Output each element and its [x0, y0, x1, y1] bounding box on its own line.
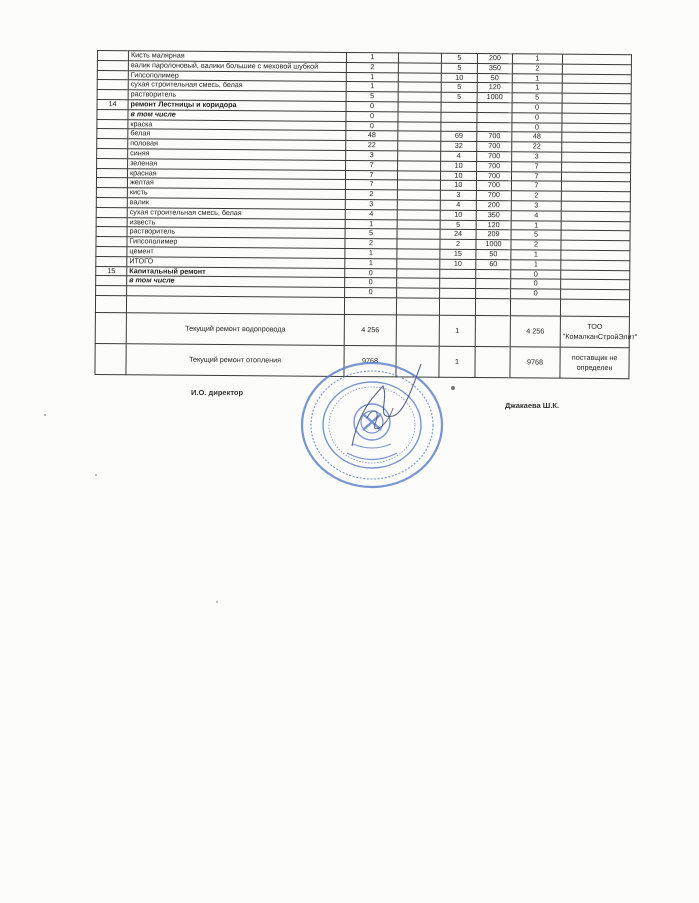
empty-cell — [397, 288, 440, 298]
cell-num — [96, 207, 127, 217]
signature-left-title: И.О. директор — [191, 388, 244, 397]
cell-total: 2 — [511, 191, 561, 201]
cell-price: 209 — [476, 230, 511, 240]
cell-q2: 10 — [440, 210, 476, 220]
cell-note — [562, 113, 631, 123]
cell-num — [96, 178, 127, 188]
cell-note — [561, 279, 630, 289]
empty-cell — [398, 121, 441, 131]
cell-total: 4 — [511, 211, 561, 221]
empty-cell — [397, 249, 440, 259]
cell-total: 5 — [511, 230, 561, 240]
cell-price: 700 — [476, 181, 511, 191]
cell-price: 1000 — [477, 93, 512, 103]
empty-cell — [397, 200, 440, 210]
cell-total: 22 — [512, 142, 562, 152]
cell-price: 120 — [477, 83, 512, 93]
cell-q2: 15 — [440, 249, 476, 259]
cell-note — [561, 230, 630, 240]
cell-price: 700 — [477, 161, 512, 171]
cell-note — [562, 152, 631, 162]
cell-note — [561, 250, 630, 260]
cell-q2: 69 — [441, 132, 477, 142]
empty-cell — [398, 102, 441, 112]
empty-cell — [397, 219, 440, 229]
cell-qty: 3 — [345, 199, 397, 209]
cell-name: растворитель — [128, 90, 346, 102]
cell-total: 1 — [512, 83, 562, 93]
cell-note — [562, 64, 631, 74]
cell-note — [562, 162, 631, 172]
cell-note — [561, 240, 630, 250]
cell-price: 700 — [477, 142, 512, 152]
official-seal — [297, 358, 447, 492]
cell-name: белая — [128, 129, 346, 141]
cell-price — [477, 102, 512, 112]
cell-q2: 32 — [441, 141, 477, 151]
cell-total: 7 — [511, 171, 561, 181]
cell-q2: 10 — [440, 259, 476, 269]
heating-repair-count: 1 — [439, 346, 475, 377]
cell-num — [96, 217, 127, 227]
cell-q2: 3 — [440, 190, 476, 200]
cell-note — [562, 84, 631, 94]
cell-note — [561, 201, 630, 211]
cell-num — [96, 188, 127, 198]
empty-cell — [397, 268, 440, 278]
cell-price — [476, 269, 511, 279]
cell-note — [561, 270, 630, 280]
heating-repair-total: 9768 — [510, 347, 560, 378]
cell-qty: 5 — [345, 229, 397, 239]
cell-price: 700 — [476, 191, 511, 201]
cell-note — [561, 260, 630, 270]
cell-q2: 4 — [441, 151, 477, 161]
cell-total: 3 — [512, 152, 562, 162]
cell-num — [97, 80, 128, 90]
empty-cell — [397, 278, 440, 288]
cell-qty: 3 — [346, 150, 398, 160]
cell-price: 700 — [477, 151, 512, 161]
cell-q2: 24 — [440, 230, 476, 240]
cell-name: валик паролоновый, валики большие с меховой шубкой — [128, 61, 346, 73]
cell-total: 2 — [511, 240, 561, 250]
cell-note — [561, 191, 630, 201]
cell-q2 — [441, 102, 477, 112]
cell-name: в том числе — [128, 110, 346, 122]
cell-qty: 1 — [346, 82, 398, 92]
cell-name: в том числе — [127, 276, 345, 288]
ink-dot — [451, 386, 455, 390]
cell-q2: 5 — [441, 63, 477, 73]
cell-name: Гипсополимер — [127, 237, 345, 249]
cell-qty: 2 — [345, 190, 397, 200]
cell-qty: 5 — [346, 92, 398, 102]
cell-total: 0 — [511, 279, 561, 289]
table-body — [96, 51, 632, 300]
cell-note — [561, 182, 630, 192]
cell-qty: 7 — [345, 180, 397, 190]
cell-price — [476, 279, 511, 289]
cell-name: красная — [127, 168, 345, 180]
cell-num — [97, 51, 128, 61]
cell-note — [561, 289, 630, 299]
cell-total: 0 — [512, 122, 562, 132]
cell-qty: 0 — [346, 121, 398, 131]
cell-total: 1 — [512, 54, 562, 64]
cell-qty: 4 — [345, 209, 397, 219]
heating-repair-name: Текущий ремонт отопления — [126, 344, 344, 377]
water-repair-qty: 4 256 — [344, 314, 396, 345]
cell-num — [96, 227, 127, 237]
cell-qty: 7 — [346, 160, 398, 170]
cell-q2: 5 — [441, 92, 477, 102]
cell-total: 7 — [511, 181, 561, 191]
cell-price — [476, 289, 511, 299]
cell-name: желтая — [127, 178, 345, 190]
cell-price: 200 — [476, 200, 511, 210]
cell-name: известь — [127, 217, 345, 229]
speck — [95, 474, 97, 476]
cell-num — [97, 139, 128, 149]
cell-note — [561, 172, 630, 182]
cell-num: 14 — [97, 99, 128, 109]
cell-name: Капитальный ремонт — [127, 266, 345, 278]
cell-total: 1 — [511, 220, 561, 230]
water-repair-name: Текущий ремонт водопровода — [126, 313, 344, 346]
cell-note — [562, 54, 631, 64]
cell-total: 48 — [512, 132, 562, 142]
cell-num — [97, 129, 128, 139]
cell-q2 — [440, 269, 476, 279]
empty-cell — [398, 151, 441, 161]
cell-num — [96, 286, 127, 296]
cell-q2: 2 — [440, 239, 476, 249]
cell-price: 350 — [476, 210, 511, 220]
empty-cell — [397, 190, 440, 200]
cell-qty: 0 — [345, 268, 397, 278]
cell-qty: 2 — [346, 62, 398, 72]
cell-note — [562, 133, 631, 143]
speck — [216, 601, 218, 603]
cell-name: зеленая — [128, 159, 346, 171]
cell-num — [96, 246, 127, 256]
cell-num: 15 — [96, 266, 127, 276]
cell-num — [97, 119, 128, 129]
water-repair-count: 1 — [439, 315, 475, 346]
cell-qty: 22 — [346, 141, 398, 151]
cell-name: Кисть малярная — [128, 51, 346, 63]
cell-price: 700 — [477, 132, 512, 142]
empty-cell — [398, 53, 441, 63]
cell-price: 50 — [476, 249, 511, 259]
cell-num — [96, 197, 127, 207]
cell-name: растворитель — [127, 227, 345, 239]
cell-num — [96, 168, 127, 178]
cell-q2: 10 — [440, 181, 476, 191]
cell-qty: 0 — [345, 288, 397, 298]
cell-num — [96, 276, 127, 286]
empty-cell — [397, 170, 440, 180]
cell-q2: 10 — [440, 171, 476, 181]
cell-name: кисть — [127, 188, 345, 200]
cell-q2: 5 — [440, 220, 476, 230]
empty-cell — [398, 82, 441, 92]
heating-repair-note: поставщик не определен — [560, 347, 629, 379]
cell-qty: 48 — [346, 131, 398, 141]
cell-total: 2 — [512, 64, 562, 74]
cell-num — [97, 148, 128, 158]
cell-total: 5 — [512, 93, 562, 103]
empty-cell — [397, 229, 440, 239]
cell-total: 0 — [512, 113, 562, 123]
cell-name: валик — [127, 198, 345, 210]
cell-qty: 0 — [346, 111, 398, 121]
cell-num — [97, 158, 128, 168]
cell-price: 350 — [477, 63, 512, 73]
cell-note — [562, 142, 631, 152]
empty-cell — [398, 63, 441, 73]
cell-price — [477, 112, 512, 122]
cell-name: половая — [128, 139, 346, 151]
empty-cell — [398, 92, 441, 102]
cell-total: 0 — [512, 103, 562, 113]
cell-price: 50 — [477, 73, 512, 83]
cell-price: 60 — [476, 259, 511, 269]
cell-note — [562, 93, 631, 103]
cell-total: 1 — [511, 250, 561, 260]
cell-qty: 1 — [345, 248, 397, 258]
cell-note — [562, 103, 631, 113]
empty-cell — [398, 72, 441, 82]
cell-qty: 0 — [346, 101, 398, 111]
cell-num — [97, 70, 128, 80]
empty-cell — [398, 131, 441, 141]
cell-qty: 0 — [345, 278, 397, 288]
cell-name: краска — [128, 119, 346, 131]
cell-total: 1 — [511, 259, 561, 269]
empty-cell — [398, 161, 441, 171]
cell-name: синяя — [128, 149, 346, 161]
cell-price: 120 — [476, 220, 511, 230]
cell-q2: 5 — [441, 53, 477, 63]
cell-num — [97, 60, 128, 70]
cell-q2 — [440, 288, 476, 298]
empty-cell — [397, 180, 440, 190]
budget-table-sheet — [94, 50, 638, 379]
cell-num — [96, 237, 127, 247]
cell-q2: 10 — [441, 161, 477, 171]
cell-qty: 1 — [346, 72, 398, 82]
cell-q2 — [441, 112, 477, 122]
cell-name: цемент — [127, 247, 345, 259]
water-repair-row — [95, 312, 629, 347]
cell-num — [97, 109, 128, 119]
empty-cell — [397, 239, 440, 249]
cell-note — [561, 211, 630, 221]
water-repair-note: ТОО "КомалканСтройЭлит" — [560, 316, 629, 348]
cell-note — [562, 74, 631, 84]
cell-name: сухая строительная смесь, белая — [128, 80, 346, 92]
cell-price: 200 — [477, 53, 512, 63]
cell-qty: 1 — [346, 52, 398, 62]
empty-cell — [397, 259, 440, 269]
speck — [44, 414, 46, 416]
cell-price: 700 — [476, 171, 511, 181]
signature-right-name: Джакаева Ш.К. — [505, 401, 560, 410]
cell-name: Гипсополимер — [128, 70, 346, 82]
water-repair-total: 4 256 — [510, 316, 560, 347]
cell-note — [562, 123, 631, 133]
cell-total: 1 — [512, 73, 562, 83]
cell-price: 1000 — [476, 240, 511, 250]
cell-q2: 10 — [441, 73, 477, 83]
cell-name: ИТОГО — [127, 256, 345, 268]
cell-total: 0 — [511, 289, 561, 299]
cell-name: ремонт Лестницы и коридора — [128, 100, 346, 112]
cell-total: 3 — [511, 201, 561, 211]
budget-table — [94, 50, 638, 379]
cell-qty: 2 — [345, 239, 397, 249]
cell-q2: 4 — [440, 200, 476, 210]
cell-q2: 5 — [441, 83, 477, 93]
cell-qty: 1 — [345, 219, 397, 229]
cell-qty: 7 — [345, 170, 397, 180]
empty-cell — [398, 112, 441, 122]
cell-qty: 1 — [345, 258, 397, 268]
cell-name: сухая строительная смесь, белая — [127, 207, 345, 219]
empty-cell — [397, 210, 440, 220]
cell-q2 — [440, 279, 476, 289]
cell-total: 0 — [511, 269, 561, 279]
cell-note — [561, 221, 630, 231]
cell-num — [96, 256, 127, 266]
heating-repair-qty: 9768 — [344, 345, 396, 376]
cell-total: 7 — [512, 162, 562, 172]
empty-cell — [398, 141, 441, 151]
